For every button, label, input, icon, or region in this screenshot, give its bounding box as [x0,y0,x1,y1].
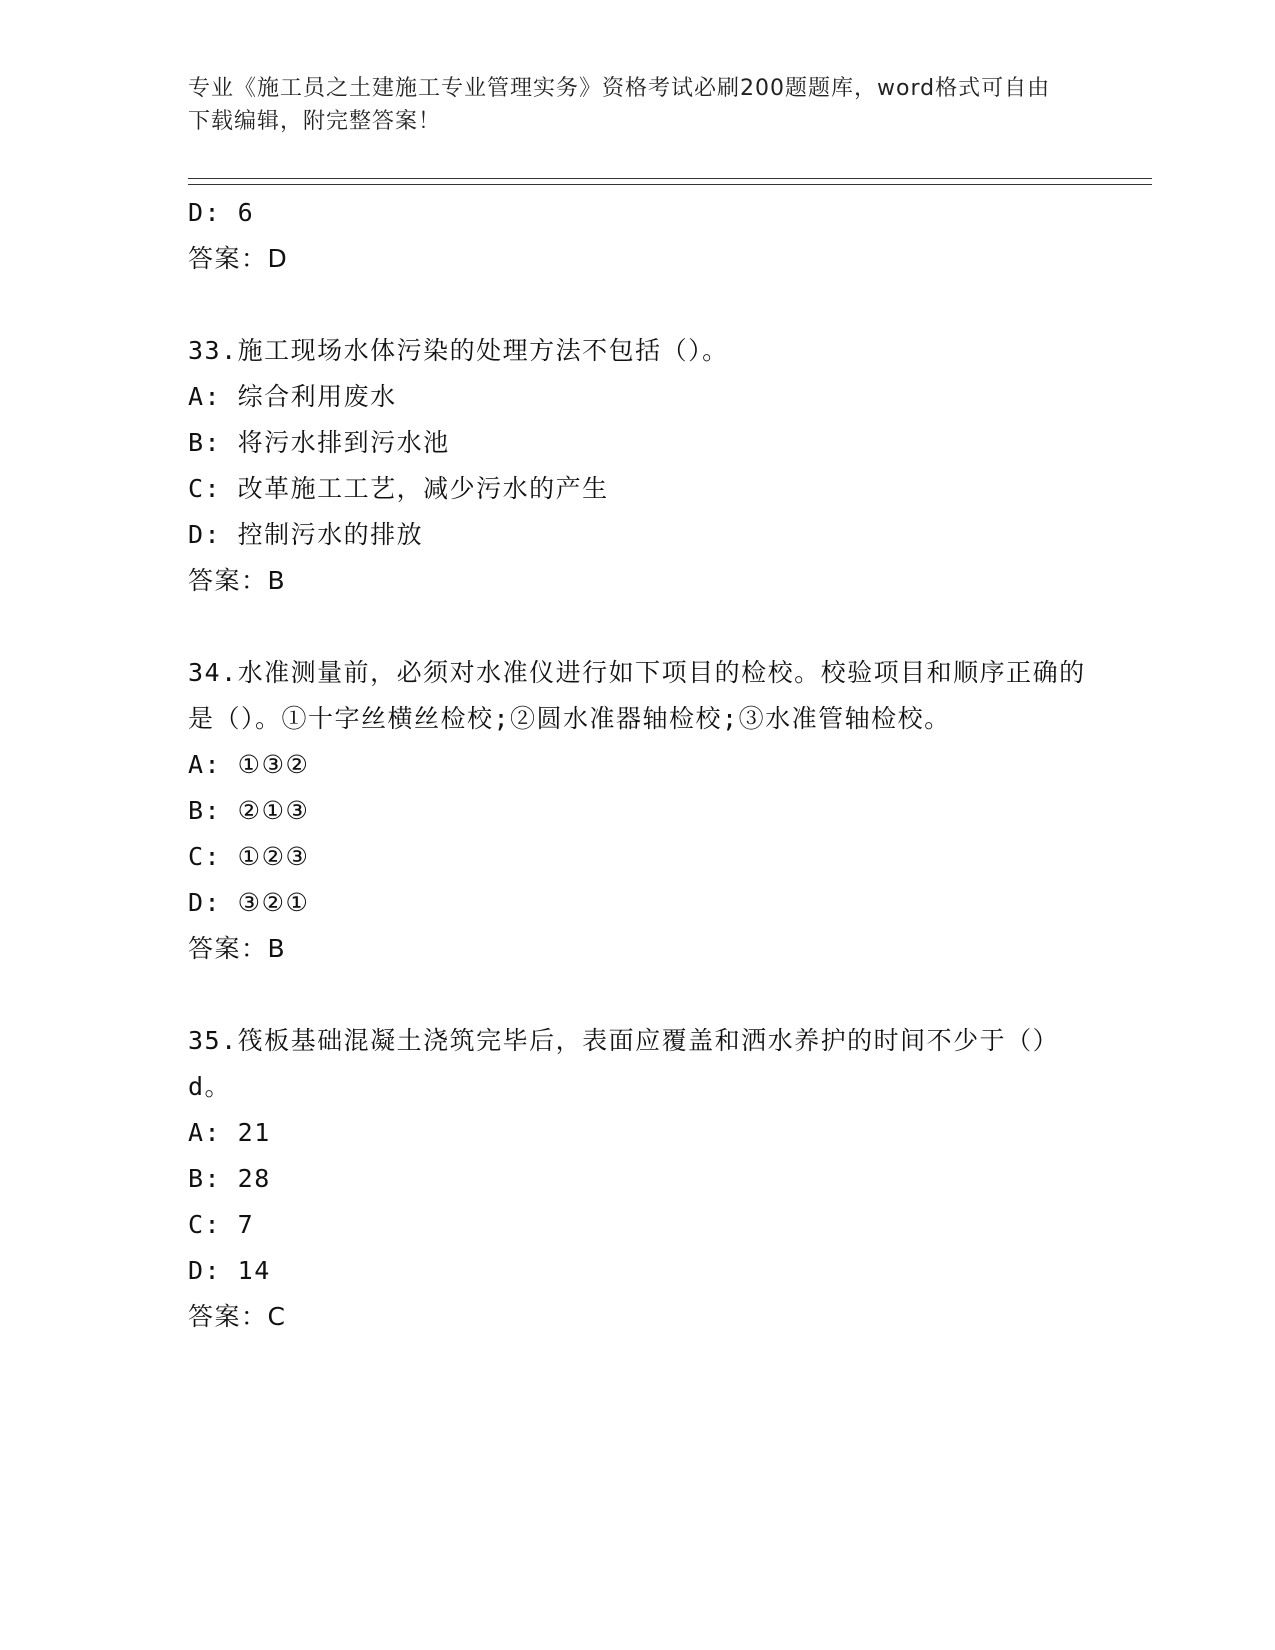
header-divider [188,178,1152,185]
option-d: D: 6 [188,198,255,227]
answer-line: 答案：D [188,244,289,273]
option-b: B: 将污水排到污水池 [188,428,450,457]
answer-line: 答案：B [188,566,287,595]
option-a: A: 综合利用废水 [188,382,397,411]
option-c: C: 7 [188,1210,255,1239]
previous-question-tail [188,190,1088,282]
question-stem: 33.施工现场水体污染的处理方法不包括（）。 [188,336,729,365]
question-35 [188,1018,1088,1340]
page-header-text: 专业《施工员之土建施工专业管理实务》资格考试必刷200题题库，word格式可自由下载编辑，附完整答案！ [188,76,1051,134]
option-d: D: 控制污水的排放 [188,520,424,549]
option-c: C: ①②③ [188,842,310,871]
option-d: D: ③②① [188,888,310,917]
question-33 [188,328,1088,604]
option-c: C: 改革施工工艺，减少污水的产生 [188,474,609,503]
question-stem: 35.筏板基础混凝土浇筑完毕后，表面应覆盖和洒水养护的时间不少于（）d。 [188,1026,1060,1101]
question-34 [188,650,1088,972]
answer-line: 答案：C [188,1302,287,1331]
question-list [188,190,1088,1340]
option-a: A: ①③② [188,750,310,779]
option-b: B: 28 [188,1164,271,1193]
option-b: B: ②①③ [188,796,310,825]
option-a: A: 21 [188,1118,271,1147]
option-d: D: 14 [188,1256,271,1285]
answer-line: 答案：B [188,934,287,963]
question-stem: 34.水准测量前，必须对水准仪进行如下项目的检校。校验项目和顺序正确的是（）。①十字丝横丝检校;②圆水准器轴检校;③水准管轴检校。 [188,658,1086,733]
